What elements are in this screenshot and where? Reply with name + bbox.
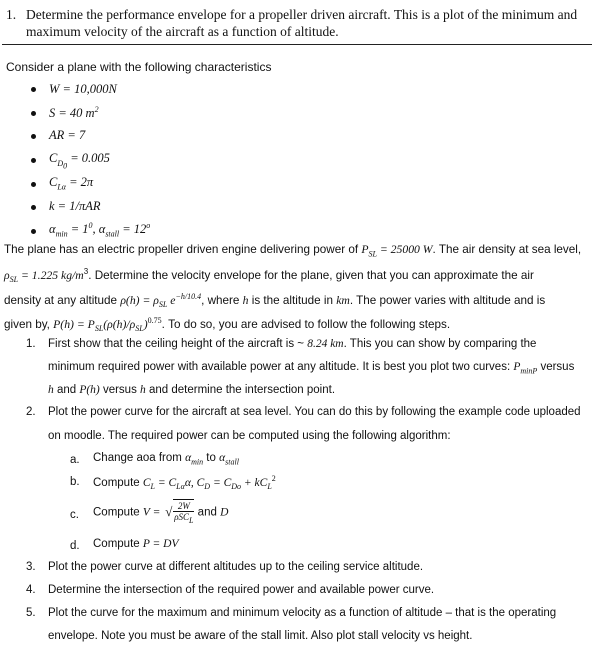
substep-b-letter: b. (70, 476, 80, 488)
substep-b-text: Compute $C_L = C_{L\alpha}\alpha$, $C_D = C_{Do} + kC_L^2$ (93, 474, 276, 492)
substep-d-letter: d. (70, 540, 80, 552)
step-5-line-1: Plot the curve for the maximum and minimum velocity as a function of altitude – that is the operating (48, 607, 557, 619)
paragraph-line-4: given by, $P(h) = P_{SL}(\rho(h)/\rho_{SL})^{0.75}$. To do so, you are advised to follow the following steps. (4, 316, 451, 334)
bullet-icon (31, 205, 36, 210)
step-2-line-2: on moodle. The required power can be computed using the following algorithm: (48, 430, 451, 442)
question-text: Determine the performance envelope for a propeller driven aircraft. This is a plot of the minimum and maximum velocity of the aircraft as a function of altitude. (26, 7, 578, 39)
intro-text: Consider a plane with the following characteristics (6, 60, 272, 74)
step-1-line-3: h and P(h) versus h and determine the intersection point. (48, 384, 336, 396)
char-aspect-ratio: AR = 7 (49, 128, 86, 142)
step-3-number: 3. (26, 561, 36, 573)
char-area: S = 40 $m^2$ (49, 105, 99, 121)
char-k: k = 1/πAR (49, 199, 101, 213)
step-4-text: Determine the intersection of the required power and available power curve. (48, 584, 435, 596)
substep-d-text: Compute P = DV (93, 538, 179, 550)
question-heading (6, 6, 590, 40)
step-1-line-1: First show that the ceiling height of the aircraft is ~ 8.24 km. This you can show by comparing the (48, 338, 537, 350)
step-5-number: 5. (26, 607, 36, 619)
paragraph-line-3: density at any altitude $\rho(h) = \rho_{SL}$ $e^{-h/10.4}$, where h is the altitude in km. The power varies with altitude and is (4, 292, 546, 310)
step-1-number: 1. (26, 338, 36, 350)
paragraph-line-1: The plane has an electric propeller driven engine delivering power of $P_{SL} = 25000$ W. The air density at sea level, (4, 243, 582, 259)
step-2-line-1: Plot the power curve for the aircraft at sea level. You can do this by following the example code uploaded (48, 406, 581, 418)
substep-c-letter: c. (70, 509, 79, 521)
bullet-icon (31, 158, 36, 163)
substep-c-text: Compute V = √ $\frac{2W}{\rho SC_L}$ and D (93, 499, 228, 526)
step-5-line-2: envelope. Note you must be aware of the stall limit. Also plot stall velocity vs height. (48, 630, 473, 642)
char-cd0: $C_{D_0} = 0.005$ (49, 151, 110, 171)
step-4-number: 4. (26, 584, 36, 596)
step-2-number: 2. (26, 406, 36, 418)
bullet-icon (31, 134, 36, 139)
char-cla: $C_{L\alpha} = 2\pi$ (49, 175, 94, 192)
question-number: 1. (6, 7, 17, 22)
bullet-icon (31, 182, 36, 187)
heading-divider (2, 44, 592, 45)
paragraph-line-2: $\rho_{SL} = 1.225$ $kg/m^3$. Determine the velocity envelope for the plane, given that you can approximate the air (4, 267, 534, 285)
char-alpha: $\alpha_{min} = 1^0$, $\alpha_{stall} = 12^o$ (49, 221, 151, 239)
step-1-line-2: minimum required power with available power at any altitude. It is best you plot two curves: $P_{minP}$ versus (48, 361, 575, 376)
substep-a-letter: a. (70, 454, 80, 466)
bullet-icon (31, 111, 36, 116)
char-weight: W = 10,000N (49, 82, 117, 96)
bullet-icon (31, 87, 36, 92)
substep-a-text: Change aoa from $\alpha_{min}$ to $\alpha_{stall}$ (93, 452, 239, 467)
bullet-icon (31, 229, 36, 234)
step-3-text: Plot the power curve at different altitudes up to the ceiling service altitude. (48, 561, 424, 573)
